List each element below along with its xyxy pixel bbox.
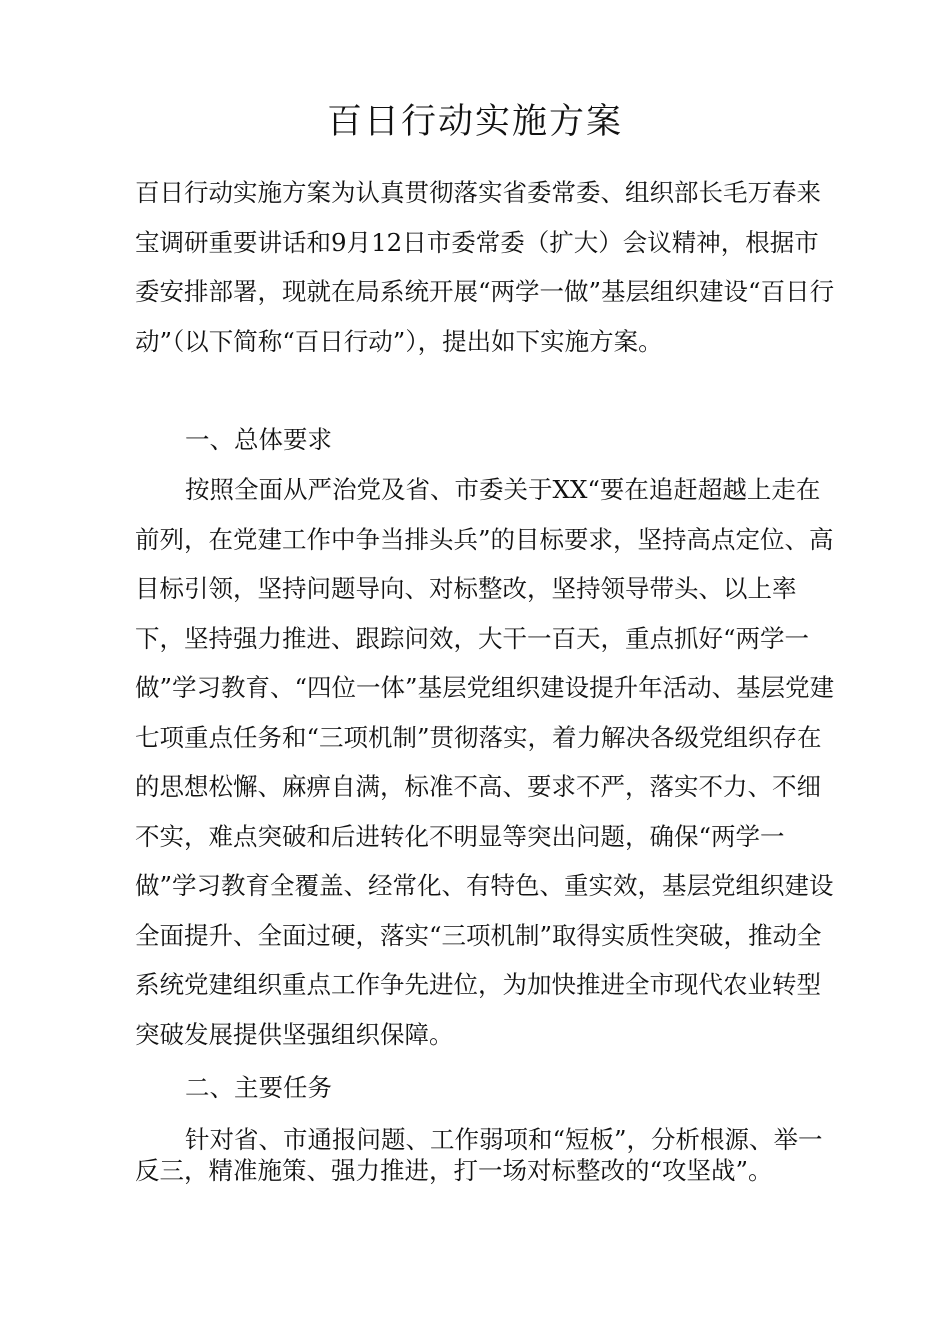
- document-title: 百日行动实施方案: [326, 102, 623, 142]
- section-1-heading: 一、总体要求: [185, 425, 332, 454]
- section-1-paragraph: 按照全面从严治党及省、市委关于XX“要在追赶超越上走在前列，在党建工作中争当排头兵”的目标要求，坚持高点定位、高目标引领，坚持问题导向、对标整改，坚持领导带头、以上率下，坚持强力推进、跟踪问效，大干一百天，重点抓好“两学一做”学习教育、“四位一体”基层党组织建设提升年活动、基层党建七项重点任务和“三项机制”贯彻落实，着力解决各级党组织存在的思想松懈、麻痹自满，标准不高、要求不严，落实不力、不细不实，难点突破和后进转化不明显等突出问题，确保“两学一做”学习教育全覆盖、经常化、有特色、重实效，基层党组织建设全面提升、全面过硬，落实“三项机制”取得实质性突破，推动全系统党建组织重点工作争先进位，为加快推进全市现代农业转型突破发展提供坚强组织保障。: [135, 475, 835, 1049]
- intro-paragraph: 百日行动实施方案为认真贯彻落实省委常委、组织部长毛万春来宝调研重要讲话和9月12日市委常委（扩大）会议精神，根据市委安排部署，现就在局系统开展“两学一做”基层组织建设“百日行动”（以下简称“百日行动”），提出如下实施方案。: [135, 178, 835, 356]
- section-2-heading: 二、主要任务: [185, 1073, 332, 1102]
- section-2-paragraph: 针对省、市通报问题、工作弱项和“短板”，分析根源、举一反三，精准施策、强力推进，打一场对标整改的“攻坚战”。: [135, 1125, 823, 1185]
